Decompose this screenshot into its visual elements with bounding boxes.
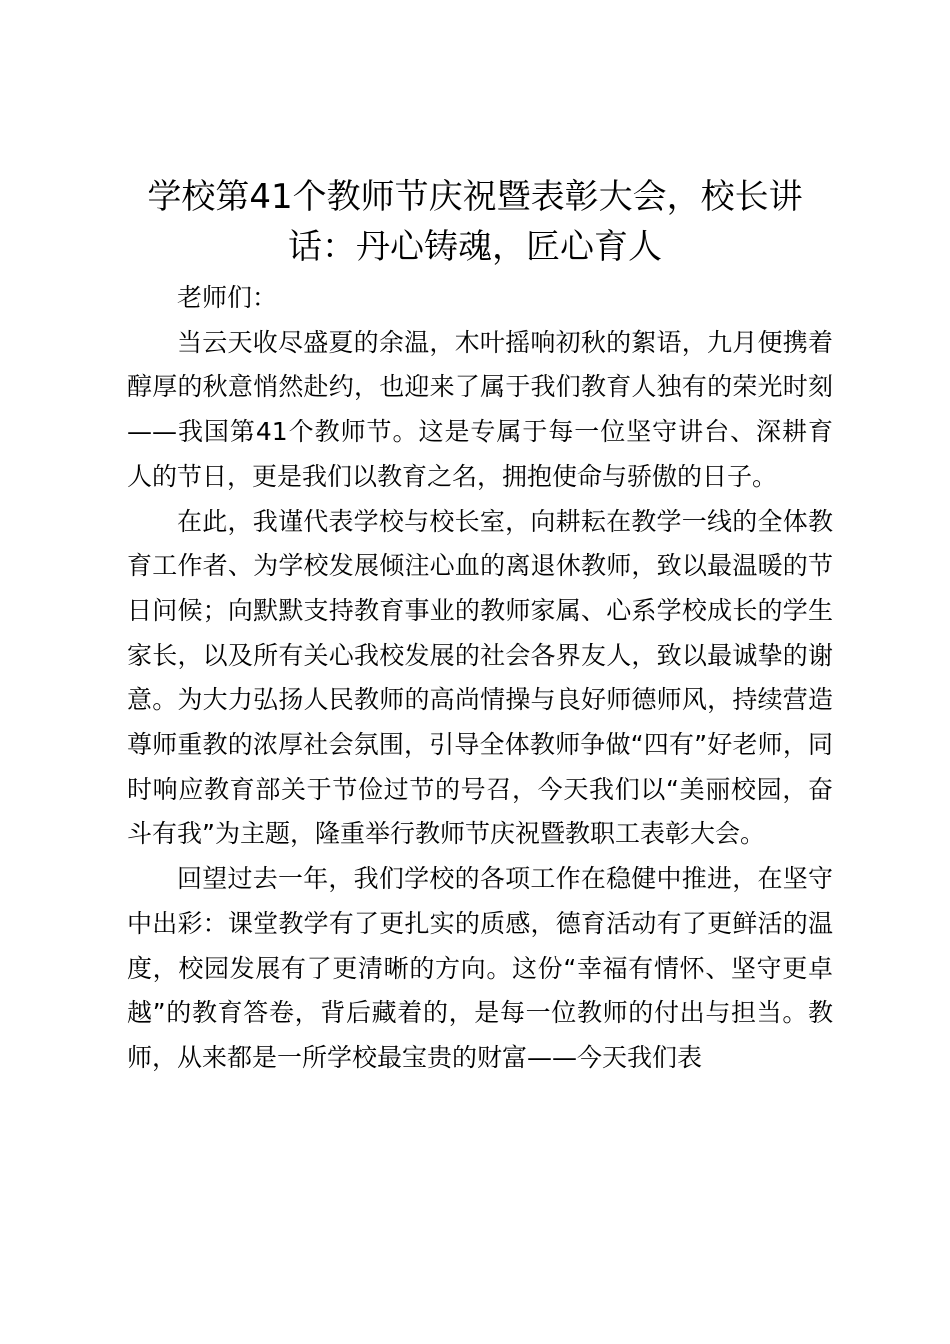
- document-title: [118, 172, 832, 272]
- paragraph-2: 在此，我谨代表学校与校长室，向耕耘在教学一线的全体教育工作者、为学校发展倾注心血的离退休教师，致以最温暖的节日问候；向默默支持教育事业的教师家属、心系学校成长的学生家长，以及所有关心我校发展的社会各界友人，致以最诚挚的谢意。为大力弘扬人民教师的高尚情操与良好师德师风，持续营造尊师重教的浓厚社会氛围，引导全体教师争做“四有”好老师，同时响应教育部关于节俭过节的号召，今天我们以“美丽校园，奋斗有我”为主题，隆重举行教师节庆祝暨教职工表彰大会。: [127, 506, 833, 849]
- title-line-1: 学校第41个教师节庆祝暨表彰大会，校长讲: [147, 177, 803, 217]
- document-body: [127, 276, 833, 1081]
- title-line-2: 话：丹心铸魂，匠心育人: [288, 227, 662, 267]
- paragraph-3: 回望过去一年，我们学校的各项工作在稳健中推进，在坚守中出彩：课堂教学有了更扎实的质感，德育活动有了更鲜活的温度，校园发展有了更清晰的方向。这份“幸福有情怀、坚守更卓越”的教育答卷，背后藏着的，是每一位教师的付出与担当。教师，从来都是一所学校最宝贵的财富——今天我们表: [127, 864, 833, 1072]
- paragraph-1: 当云天收尽盛夏的余温，木叶摇响初秋的絮语，九月便携着醇厚的秋意悄然赴约，也迎来了属于我们教育人独有的荣光时刻——我国第41个教师节。这是专属于每一位坚守讲台、深耕育人的节日，更是我们以教育之名，拥抱使命与骄傲的日子。: [127, 327, 833, 491]
- salutation: 老师们：: [177, 283, 278, 312]
